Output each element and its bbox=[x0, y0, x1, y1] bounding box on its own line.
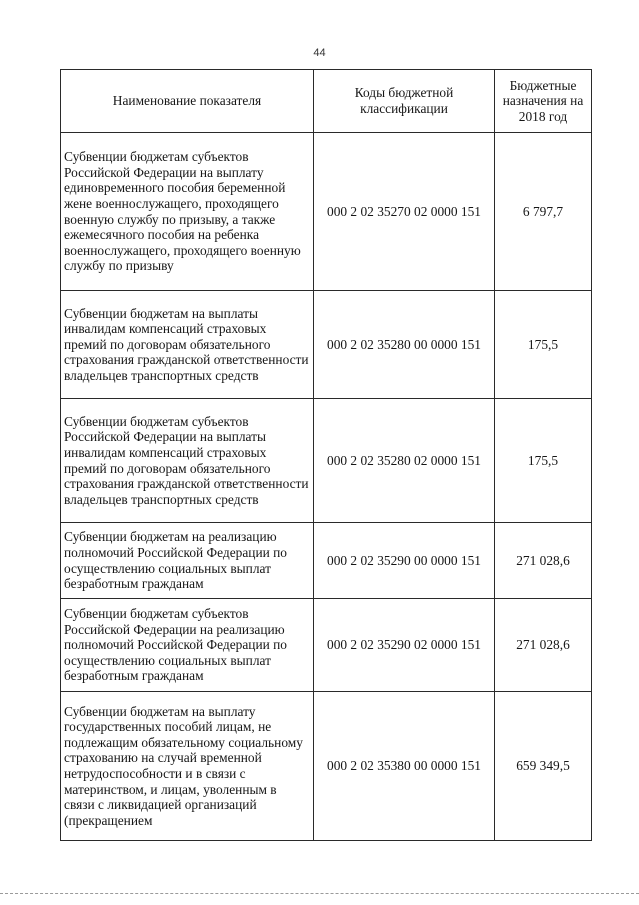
row-value: 175,5 bbox=[495, 399, 592, 523]
row-name: Субвенции бюджетам субъектов Российской Федерации на выплаты инвалидам компенсаций страховых премий по договорам обязательного страхования гражданской ответственности владельцев транспортных средств bbox=[61, 399, 314, 523]
table-row bbox=[61, 133, 592, 291]
row-code: 000 2 02 35290 00 0000 151 bbox=[314, 523, 495, 599]
row-name: Субвенции бюджетам субъектов Российской Федерации на выплату единовременного пособия беременной жене военнослужащего, проходящего военную службу по призыву, а также ежемесячного пособия на ребенка военнослужащего, проходящего военную службу по призыву bbox=[61, 133, 314, 291]
header-indicator-name: Наименование показателя bbox=[61, 70, 314, 133]
table-row bbox=[61, 692, 592, 841]
row-code: 000 2 02 35270 02 0000 151 bbox=[314, 133, 495, 291]
row-value: 271 028,6 bbox=[495, 599, 592, 692]
budget-table bbox=[60, 69, 592, 841]
row-code: 000 2 02 35290 02 0000 151 bbox=[314, 599, 495, 692]
table-row bbox=[61, 399, 592, 523]
page-number: 44 bbox=[313, 47, 326, 59]
table-row bbox=[61, 599, 592, 692]
header-budget-codes: Коды бюджетной классификации bbox=[314, 70, 495, 133]
row-value: 271 028,6 bbox=[495, 523, 592, 599]
row-name: Субвенции бюджетам на выплаты инвалидам компенсаций страховых премий по договорам обязательного страхования гражданской ответственности владельцев транспортных средств bbox=[61, 291, 314, 399]
row-value: 6 797,7 bbox=[495, 133, 592, 291]
row-name: Субвенции бюджетам на выплату государственных пособий лицам, не подлежащим обязательному социальному страхованию на случай временной нетрудоспособности и в связи с материнством, и лицам, уволенным в связи с ликвидацией организаций (прекращением bbox=[61, 692, 314, 841]
row-code: 000 2 02 35280 02 0000 151 bbox=[314, 399, 495, 523]
row-code: 000 2 02 35280 00 0000 151 bbox=[314, 291, 495, 399]
row-value: 659 349,5 bbox=[495, 692, 592, 841]
row-name: Субвенции бюджетам на реализацию полномочий Российской Федерации по осуществлению социальных выплат безработным гражданам bbox=[61, 523, 314, 599]
table-header-row bbox=[61, 70, 592, 133]
row-code: 000 2 02 35380 00 0000 151 bbox=[314, 692, 495, 841]
row-name: Субвенции бюджетам субъектов Российской Федерации на реализацию полномочий Российской Федерации по осуществлению социальных выплат безработным гражданам bbox=[61, 599, 314, 692]
scan-bottom-edge bbox=[0, 893, 639, 894]
table-row bbox=[61, 291, 592, 399]
header-budget-allocations: Бюджетные назначения на 2018 год bbox=[495, 70, 592, 133]
table-row bbox=[61, 523, 592, 599]
row-value: 175,5 bbox=[495, 291, 592, 399]
